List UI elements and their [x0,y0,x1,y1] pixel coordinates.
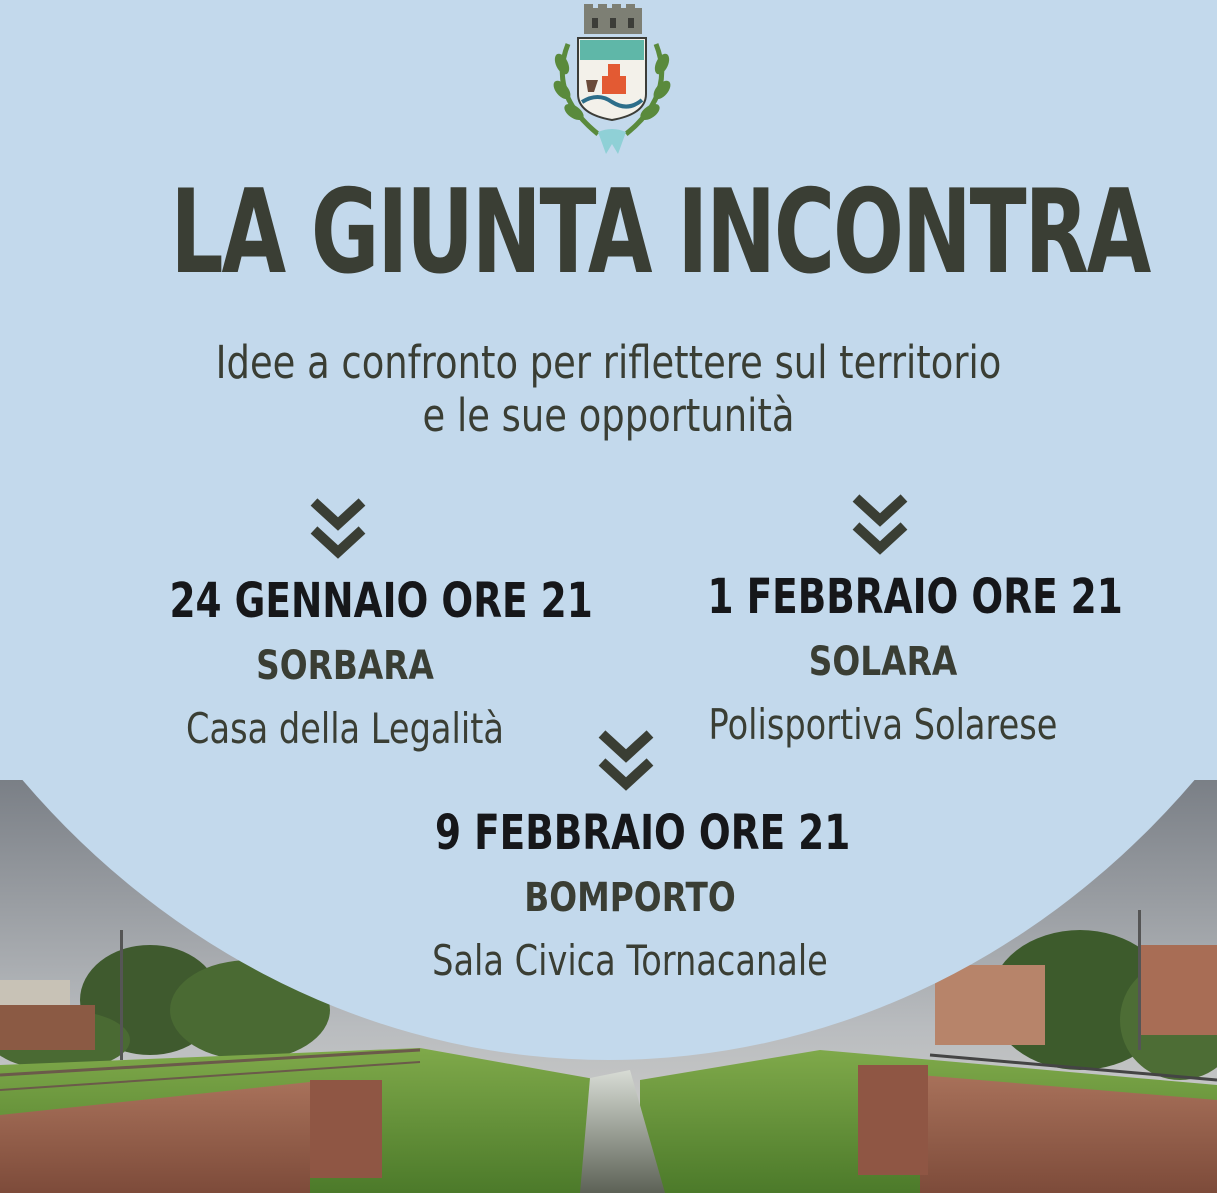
event-solara [658,568,1123,754]
double-chevron-down-icon [850,492,910,558]
page-title: LA GIUNTA INCONTRA [170,165,1150,300]
subtitle-line-2: e le sue opportunità [422,389,795,442]
event-sorbara [120,572,593,758]
double-chevron-down-icon [308,496,368,562]
event-date: 1 FEBBRAIO ORE 21 [707,569,1123,625]
event-place: SORBARA [256,643,434,689]
event-place: SOLARA [808,639,958,685]
event-venue: Casa della Legalità [186,704,504,753]
event-date: 9 FEBBRAIO ORE 21 [435,805,851,861]
double-chevron-down-icon [596,728,656,794]
coat-of-arms-icon [538,4,686,158]
event-bomporto [380,804,880,990]
event-date: 24 GENNAIO ORE 21 [169,573,593,629]
subtitle-line-1: Idee a confronto per riflettere sul territorio [215,336,1002,389]
event-venue: Sala Civica Tornacanale [432,936,828,985]
event-place: BOMPORTO [524,875,736,921]
event-venue: Polisportiva Solarese [708,700,1058,749]
